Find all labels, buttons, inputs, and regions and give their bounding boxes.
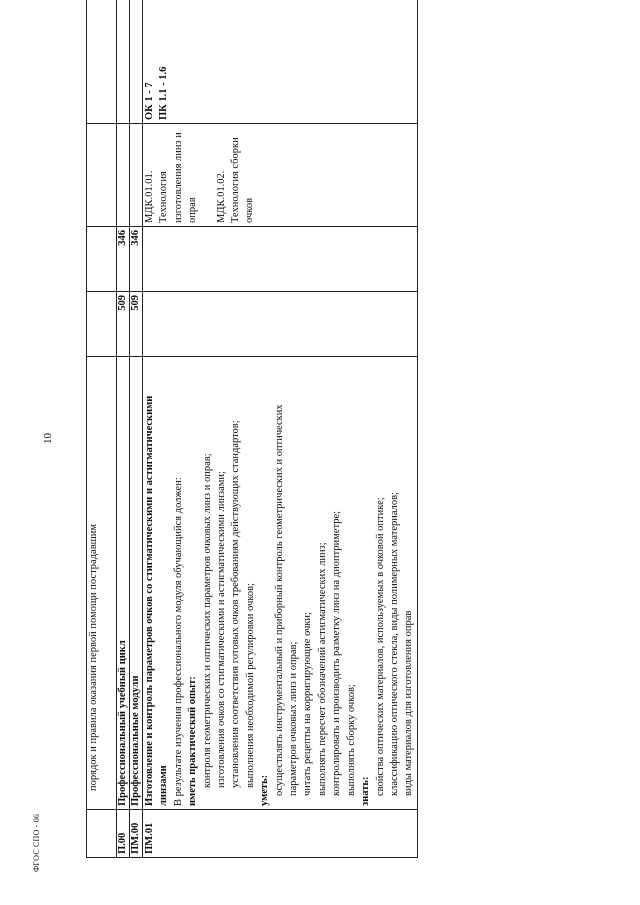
table-row [87, 0, 117, 858]
table-row [117, 0, 130, 858]
cell-hours-total [87, 292, 117, 357]
table-row [130, 0, 143, 858]
cell-hours-mandatory: 346 [117, 227, 130, 292]
mdk-item: МДК.01.01. Технология изготовления линз и оправ [144, 132, 199, 223]
mdk-item: МДК.01.02. Технология сборки очков [215, 137, 256, 223]
cell-description: порядок и правила оказания первой помощи пострадавшим [87, 357, 117, 810]
list-item: выполнять сборку очков; [345, 684, 357, 796]
cell-competencies [87, 0, 117, 124]
list-item: выполнять пересчет обозначений астигматических линз; [316, 542, 328, 796]
footer-code: ФГОС СПО - 06 [32, 813, 41, 872]
list-item: контроля геометрических и оптических параметров очковых линз и оправ; [201, 453, 213, 788]
cell-hours-total: 509 [130, 292, 143, 357]
cell-mdk [87, 124, 117, 227]
list-item: установления соответствия готовых очков требованиям действующих стандартов; [230, 420, 242, 788]
cell-mdk [143, 124, 418, 227]
knowledge-heading: знать: [360, 776, 372, 806]
list-item: контролировать и производить разметку линз на диоптриметре; [331, 510, 343, 796]
list-item: изготовления очков со стигматическими и астигматическими линзами; [216, 471, 228, 788]
cell-mdk [117, 124, 130, 227]
cell-code: ПМ.01 [143, 810, 418, 858]
cell-mdk [130, 124, 143, 227]
table-row [143, 0, 418, 858]
list-item: выполнения необходимой регулировки очков; [244, 583, 256, 788]
cell-hours-total [143, 292, 418, 357]
skills-heading: уметь: [259, 774, 271, 806]
cell-hours-mandatory [87, 227, 117, 292]
cell-hours-mandatory: 346 [130, 227, 143, 292]
cell-code: ПМ.00 [130, 810, 143, 858]
curriculum-table [86, 0, 418, 858]
experience-heading: иметь практический опыт: [187, 676, 199, 806]
list-item: читать рецепты на корригирующие очки; [302, 612, 314, 796]
cell-description: Профессиональные модули [130, 357, 143, 810]
curriculum-table-wrapper [86, 54, 633, 858]
list-item: свойства оптических материалов, используемых в очковой оптике; [374, 497, 386, 796]
page-number: 10 [42, 433, 54, 444]
cell-description: Профессиональный учебный цикл [117, 357, 130, 810]
mdk-spacer [201, 127, 215, 223]
cell-hours-total: 509 [117, 292, 130, 357]
cell-hours-mandatory [143, 227, 418, 292]
cell-description [143, 357, 418, 810]
cell-competencies [117, 0, 130, 124]
cell-code [87, 810, 117, 858]
list-item: виды материалов для изготовления оправ [403, 610, 415, 796]
competency-professional: ПК 1.1 - 1.6 [158, 66, 170, 120]
module-intro: В результате изучения профессионального модуля обучающийся должен: [172, 477, 184, 806]
cell-competencies [143, 0, 418, 124]
competency-general: ОК 1 - 7 [144, 82, 155, 120]
list-item: классификацию оптического стекла, виды полимерных материалов; [388, 491, 400, 796]
cell-code: П.00 [117, 810, 130, 858]
list-item: осуществлять инструментальный и приборный контроль геометрических и оптических параметров очковых линз и оправ; [273, 404, 300, 796]
cell-competencies [130, 0, 143, 124]
module-title: Изготовление и контроль параметров очков со стигматическими и астигматическими линзами [144, 395, 170, 806]
